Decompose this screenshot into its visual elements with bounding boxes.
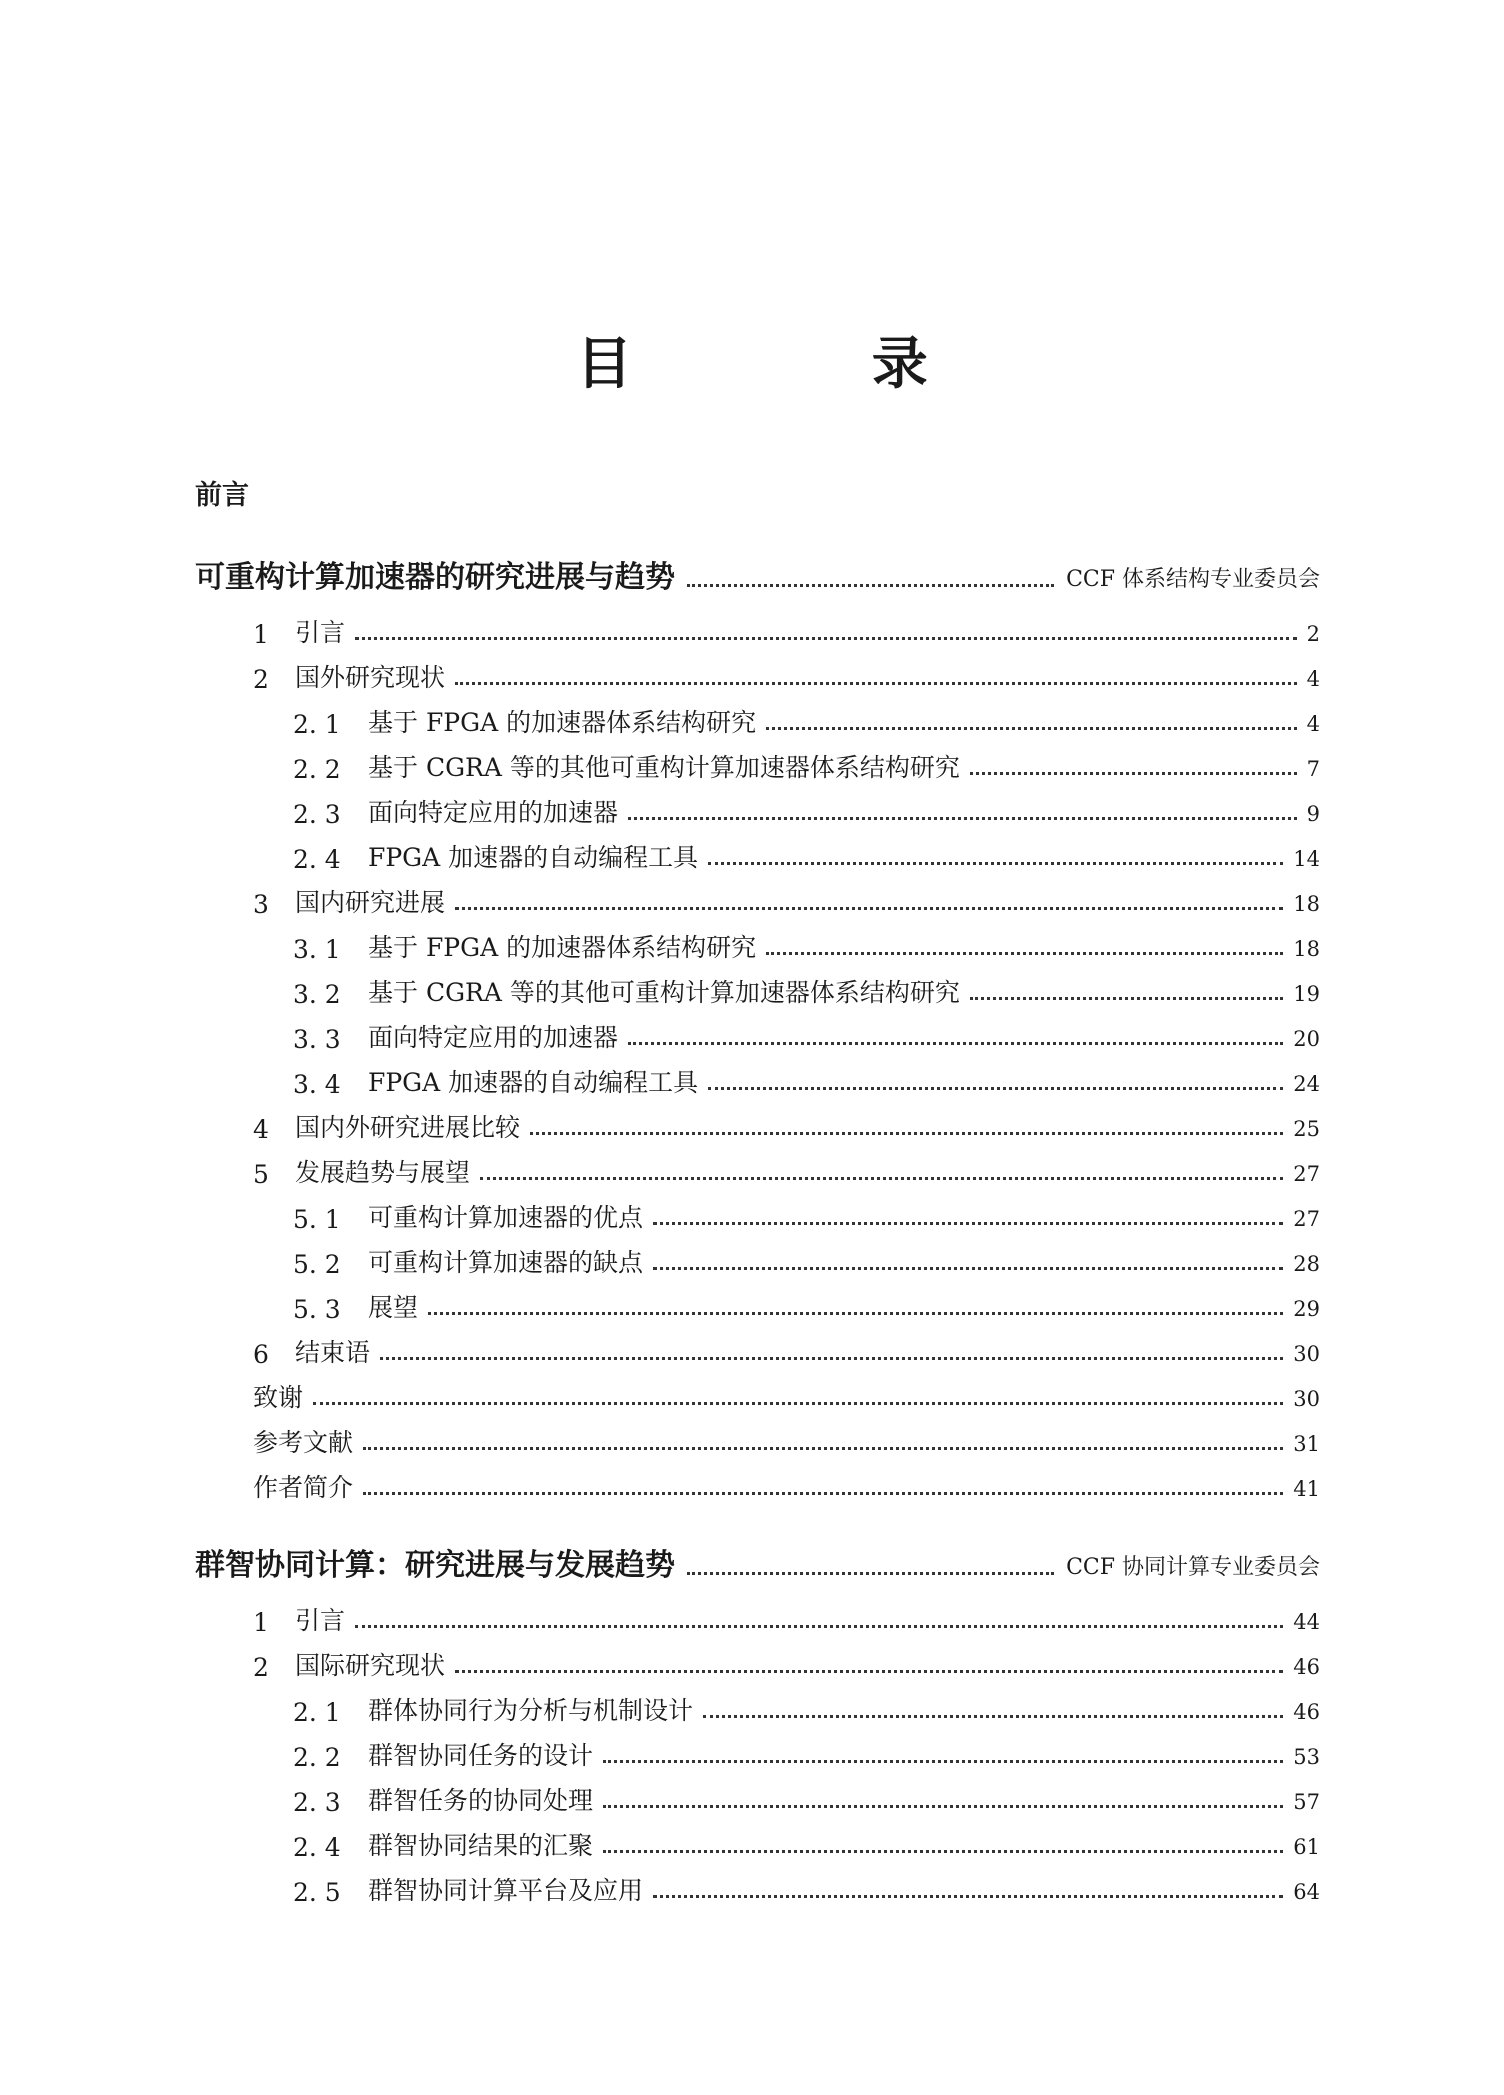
dot-leader — [355, 637, 1297, 640]
entry-number: 1 — [253, 1608, 269, 1637]
entry-number: 2. 2 — [293, 755, 341, 784]
dot-leader — [653, 1222, 1283, 1225]
toc-entry[interactable] — [195, 784, 1320, 829]
entry-number: 2. 4 — [293, 845, 341, 874]
entry-number: 2. 2 — [293, 1743, 341, 1772]
entry-label: 国内研究进展 — [295, 888, 446, 917]
entry-page-number: 61 — [1293, 1835, 1320, 1859]
dot-leader — [355, 1625, 1283, 1628]
entry-page-number: 27 — [1293, 1162, 1320, 1186]
toc-entry[interactable] — [195, 1009, 1320, 1054]
dot-leader — [708, 1087, 1283, 1090]
section-title: 可重构计算加速器的研究进展与趋势 — [195, 560, 675, 595]
dot-leader — [687, 584, 1054, 587]
toc-entry[interactable] — [195, 1279, 1320, 1324]
entry-number: 2. 4 — [293, 1833, 341, 1862]
entry-label: 可重构计算加速器的优点 — [368, 1203, 644, 1232]
entry-label: 发展趋势与展望 — [295, 1158, 471, 1187]
toc-entry[interactable] — [195, 919, 1320, 964]
dot-leader — [653, 1895, 1283, 1898]
dot-leader — [766, 952, 1283, 955]
entry-page-number: 31 — [1293, 1432, 1320, 1456]
toc-entry[interactable] — [195, 1144, 1320, 1189]
toc-entry[interactable] — [195, 1324, 1320, 1369]
entry-label: 基于 FPGA 的加速器体系结构研究 — [368, 708, 757, 737]
entry-number: 5. 1 — [293, 1205, 341, 1234]
entry-label: 结束语 — [295, 1338, 371, 1367]
toc-entry[interactable] — [195, 694, 1320, 739]
entry-number: 1 — [253, 620, 269, 649]
entry-label: FPGA 加速器的自动编程工具 — [368, 843, 699, 872]
dot-leader — [766, 727, 1297, 730]
dot-leader — [313, 1402, 1283, 1405]
toc-entries — [195, 604, 1320, 1504]
dot-leader — [363, 1447, 1283, 1450]
entry-page-number: 9 — [1306, 802, 1320, 826]
toc-entry[interactable] — [195, 964, 1320, 1009]
entry-page-number: 53 — [1293, 1745, 1320, 1769]
entry-label: 群智协同计算平台及应用 — [368, 1876, 644, 1905]
dot-leader — [603, 1850, 1283, 1853]
entry-number: 2. 1 — [293, 1698, 341, 1727]
entry-page-number: 14 — [1293, 847, 1320, 871]
entry-number: 2. 5 — [293, 1878, 341, 1907]
entry-label: 基于 CGRA 等的其他可重构计算加速器体系结构研究 — [368, 753, 960, 782]
entry-page-number: 2 — [1306, 622, 1320, 646]
dot-leader — [628, 817, 1297, 820]
entry-number: 2 — [253, 665, 269, 694]
section-heading[interactable] — [195, 1542, 1320, 1586]
toc-entry[interactable] — [195, 1459, 1320, 1504]
toc-entry[interactable] — [195, 1592, 1320, 1637]
entry-page-number: 19 — [1293, 982, 1320, 1006]
toc-entry[interactable] — [195, 1099, 1320, 1144]
entry-page-number: 57 — [1293, 1790, 1320, 1814]
entry-page-number: 30 — [1293, 1342, 1320, 1366]
entry-number: 3. 4 — [293, 1070, 341, 1099]
dot-leader — [970, 772, 1297, 775]
dot-leader — [455, 907, 1283, 910]
dot-leader — [455, 1670, 1283, 1673]
section-author: CCF 体系结构专业委员会 — [1066, 567, 1320, 592]
entry-number: 2. 3 — [293, 1788, 341, 1817]
entry-page-number: 64 — [1293, 1880, 1320, 1904]
toc-entry[interactable] — [195, 1637, 1320, 1682]
dot-leader — [653, 1267, 1283, 1270]
toc-entry[interactable] — [195, 1862, 1320, 1907]
toc-entry[interactable] — [195, 604, 1320, 649]
entry-page-number: 4 — [1306, 712, 1320, 736]
entry-number: 3. 1 — [293, 935, 341, 964]
dot-leader — [603, 1760, 1283, 1763]
entry-number: 2. 3 — [293, 800, 341, 829]
entry-page-number: 18 — [1293, 937, 1320, 961]
entry-page-number: 7 — [1306, 757, 1320, 781]
entry-number: 2. 1 — [293, 710, 341, 739]
toc-entry[interactable] — [195, 1189, 1320, 1234]
entry-number: 3. 3 — [293, 1025, 341, 1054]
section-heading[interactable] — [195, 554, 1320, 598]
entry-page-number: 46 — [1293, 1655, 1320, 1679]
entry-label: 引言 — [295, 618, 346, 647]
entry-number: 3. 2 — [293, 980, 341, 1009]
dot-leader — [480, 1177, 1283, 1180]
entry-label: FPGA 加速器的自动编程工具 — [368, 1068, 699, 1097]
entry-label: 可重构计算加速器的缺点 — [368, 1248, 644, 1277]
dot-leader — [455, 682, 1297, 685]
toc-entry[interactable] — [195, 739, 1320, 784]
toc-entry[interactable] — [195, 1727, 1320, 1772]
toc-entry[interactable] — [195, 829, 1320, 874]
entry-page-number: 29 — [1293, 1297, 1320, 1321]
dot-leader — [603, 1805, 1283, 1808]
entry-label: 群智协同结果的汇聚 — [368, 1831, 594, 1860]
toc-entry[interactable] — [195, 1414, 1320, 1459]
toc-entry[interactable] — [195, 1054, 1320, 1099]
toc-entry[interactable] — [195, 1369, 1320, 1414]
entry-page-number: 30 — [1293, 1387, 1320, 1411]
dot-leader — [428, 1312, 1283, 1315]
dot-leader — [703, 1715, 1283, 1718]
entry-label: 基于 FPGA 的加速器体系结构研究 — [368, 933, 757, 962]
toc-entry[interactable] — [195, 1817, 1320, 1862]
entry-label: 群智任务的协同处理 — [368, 1786, 594, 1815]
toc-section — [195, 1542, 1320, 1907]
entry-label: 展望 — [368, 1293, 419, 1322]
entry-label: 国内外研究进展比较 — [295, 1113, 521, 1142]
entry-label: 基于 CGRA 等的其他可重构计算加速器体系结构研究 — [368, 978, 960, 1007]
entry-label: 国际研究现状 — [295, 1651, 446, 1680]
page-title: 目 录 — [576, 332, 1038, 397]
entry-number: 4 — [253, 1115, 269, 1144]
entry-label: 致谢 — [253, 1383, 304, 1412]
entry-label: 国外研究现状 — [295, 663, 446, 692]
dot-leader — [687, 1572, 1054, 1575]
dot-leader — [363, 1492, 1283, 1495]
dot-leader — [628, 1042, 1283, 1045]
entry-page-number: 20 — [1293, 1027, 1320, 1051]
entry-number: 5. 2 — [293, 1250, 341, 1279]
dot-leader — [530, 1132, 1283, 1135]
dot-leader — [708, 862, 1283, 865]
toc-entry[interactable] — [195, 1234, 1320, 1279]
entry-page-number: 25 — [1293, 1117, 1320, 1141]
entry-page-number: 46 — [1293, 1700, 1320, 1724]
dot-leader — [970, 997, 1283, 1000]
entry-page-number: 28 — [1293, 1252, 1320, 1276]
entry-number: 5. 3 — [293, 1295, 341, 1324]
entry-label: 面向特定应用的加速器 — [368, 1023, 619, 1052]
entry-page-number: 27 — [1293, 1207, 1320, 1231]
entry-page-number: 44 — [1293, 1610, 1320, 1634]
entry-label: 参考文献 — [253, 1428, 354, 1457]
toc-section — [195, 554, 1320, 1504]
toc-entry[interactable] — [195, 1772, 1320, 1817]
entry-label: 面向特定应用的加速器 — [368, 798, 619, 827]
toc-entry[interactable] — [195, 1682, 1320, 1727]
entry-number: 2 — [253, 1653, 269, 1682]
toc-entry[interactable] — [195, 874, 1320, 919]
toc-entries — [195, 1592, 1320, 1907]
entry-page-number: 24 — [1293, 1072, 1320, 1096]
entry-label: 群智协同任务的设计 — [368, 1741, 594, 1770]
entry-label: 引言 — [295, 1606, 346, 1635]
entry-number: 5 — [253, 1160, 269, 1189]
entry-label: 作者简介 — [253, 1473, 354, 1502]
entry-number: 6 — [253, 1340, 269, 1369]
toc-entry[interactable] — [195, 649, 1320, 694]
section-title: 群智协同计算：研究进展与发展趋势 — [195, 1548, 675, 1583]
entry-label: 群体协同行为分析与机制设计 — [368, 1696, 694, 1725]
entry-page-number: 41 — [1293, 1477, 1320, 1501]
dot-leader — [380, 1357, 1283, 1360]
entry-number: 3 — [253, 890, 269, 919]
entry-page-number: 18 — [1293, 892, 1320, 916]
entry-page-number: 4 — [1306, 667, 1320, 691]
section-author: CCF 协同计算专业委员会 — [1066, 1555, 1320, 1580]
preface-entry[interactable]: 前言 — [195, 480, 249, 511]
